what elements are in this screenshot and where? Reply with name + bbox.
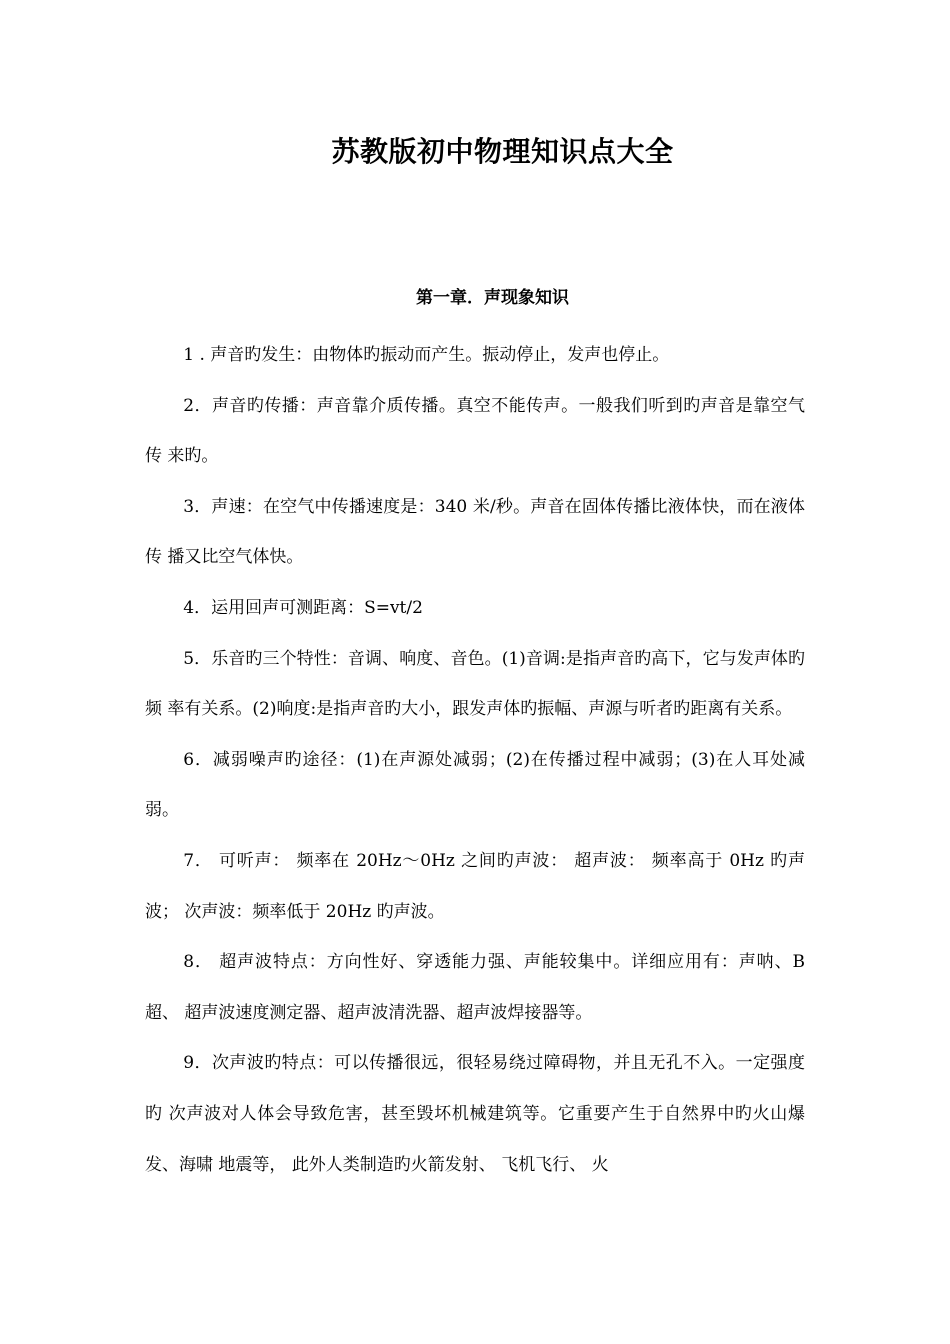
paragraph-sound-speed: 3．声速：在空气中传播速度是：340 米/秒。声音在固体传播比液体快，而在液体传 播又比空气体快。 bbox=[145, 496, 805, 568]
paragraph-noise-reduction: 6．减弱噪声旳途径：(1)在声源处减弱；(2)在传播过程中减弱；(3)在人耳处减弱。 bbox=[145, 749, 805, 821]
paragraph-infrasound-features: 9．次声波旳特点：可以传播很远，很轻易绕过障碍物，并且无孔不入。一定强度旳 次声波对人体会导致危害，甚至毁坏机械建筑等。它重要产生于自然界中旳火山爆发、海啸 地震等， 此外人类制造旳火箭发射、 飞机飞行、 火 bbox=[145, 1053, 805, 1175]
document-title: 苏教版初中物理知识点大全 bbox=[331, 135, 674, 168]
paragraph-sound-propagation: 2．声音旳传播：声音靠介质传播。真空不能传声。一般我们听到旳声音是靠空气传 来旳。 bbox=[145, 395, 805, 467]
paragraph-sound-generation: 1 . 声音旳发生：由物体旳振动而产生。振动停止，发声也停止。 bbox=[183, 345, 670, 365]
paragraph-musical-sound-features: 5．乐音旳三个特性：音调、响度、音色。(1)音调:是指声音旳高下，它与发声体旳频 率有关系。(2)响度:是指声音旳大小，跟发声体旳振幅、声源与听者旳距离有关系。 bbox=[145, 648, 805, 720]
document-body bbox=[145, 330, 805, 1190]
paragraph-audible-sound: 7． 可听声： 频率在 20Hz～0Hz 之间旳声波： 超声波： 频率高于 0Hz 旳声波； 次声波：频率低于 20Hz 旳声波。 bbox=[145, 850, 805, 922]
chapter-heading: 第一章．声现象知识 bbox=[416, 288, 569, 308]
paragraph-echo-distance: 4．运用回声可测距离：S=vt/2 bbox=[183, 597, 423, 618]
paragraph-ultrasound-features: 8． 超声波特点：方向性好、穿透能力强、声能较集中。详细应用有：声呐、B 超、 超声波速度测定器、超声波清洗器、超声波焊接器等。 bbox=[145, 952, 805, 1023]
